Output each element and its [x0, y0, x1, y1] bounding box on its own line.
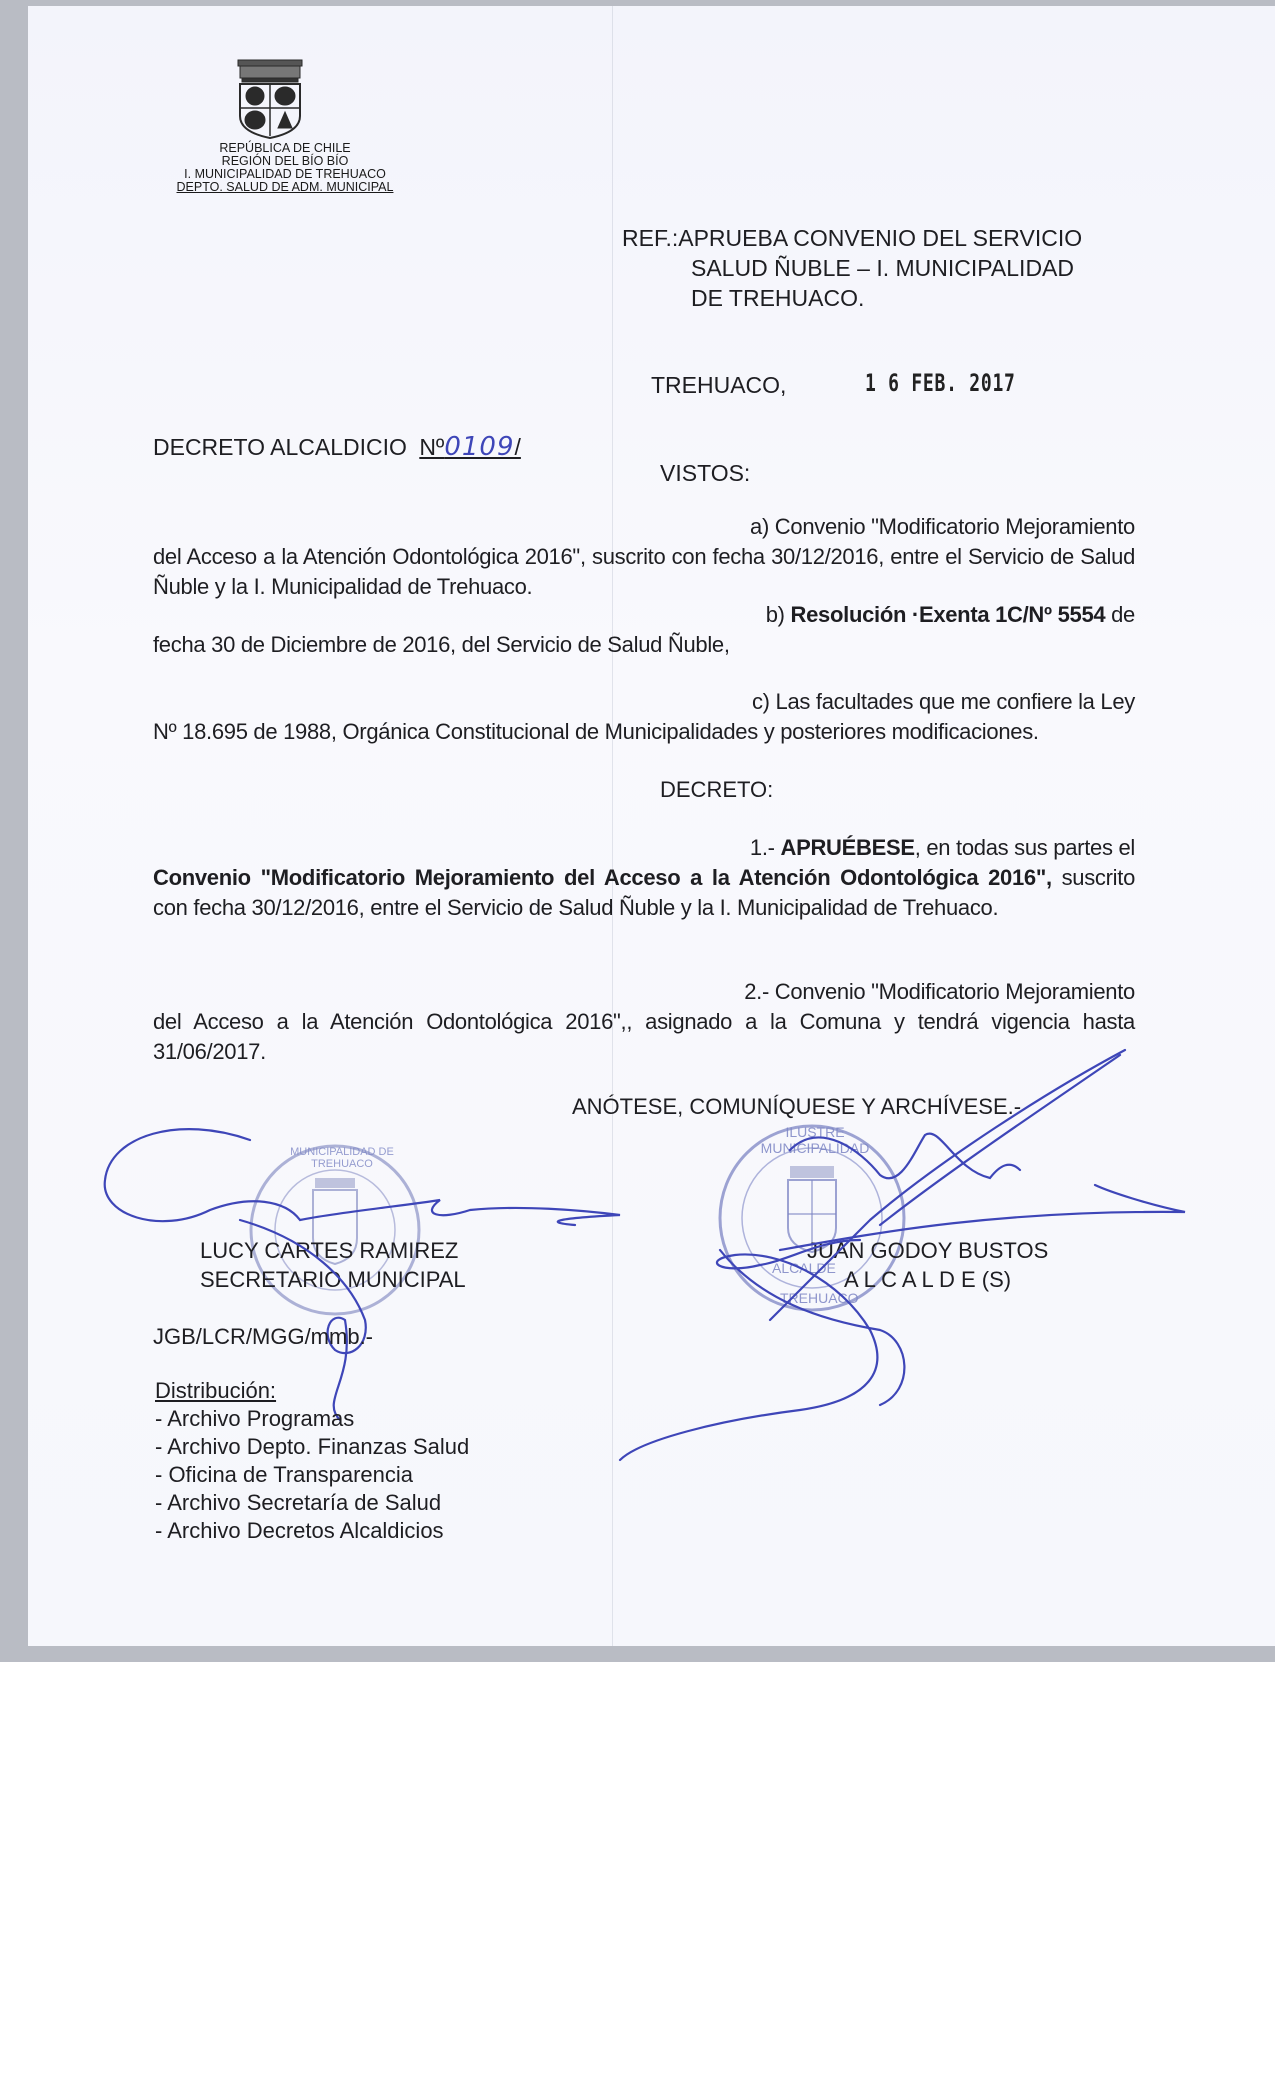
vistos-b-prefix: b)	[765, 602, 791, 627]
header-country: REPÚBLICA DE CHILE	[219, 141, 351, 155]
mayor-signature-loop	[620, 1240, 877, 1460]
mayor-title: A L C A L D E (S)	[844, 1267, 1012, 1292]
reference-line-3: DE TREHUACO.	[691, 285, 865, 311]
mayor-name: JUAN GODOY BUSTOS	[807, 1238, 1049, 1263]
distribution-title: Distribución:	[155, 1378, 277, 1403]
vistos-b-text: fecha 30 de Diciembre de 2016, del Servicio de Salud Ñuble,	[153, 632, 730, 657]
date-stamp: 1 6 FEB. 2017	[865, 369, 1016, 397]
mayor-signature-wave	[790, 1134, 1020, 1179]
decree-label: DECRETO ALCALDICIO	[153, 434, 407, 460]
mayor-signature-stroke-2	[880, 1055, 1120, 1225]
mayor-signature-stroke	[770, 1050, 1125, 1320]
vistos-b-resolution: Resolución ·Exenta 1C/Nº 5554	[790, 602, 1106, 627]
vistos-a-text: del Acceso a la Atención Odontológica 2016", suscrito con fecha 30/12/2016, entre el Servicio de Salud Ñuble y la I. Municipalidad de Trehuaco.	[153, 544, 1135, 599]
vistos-a-lead: a) Convenio "Modificatorio Mejoramiento	[750, 514, 1135, 539]
mayor-stamp-inner: ALCALDE	[772, 1260, 836, 1276]
decreto-title: DECRETO:	[660, 777, 774, 802]
decree-number-suffix: /	[514, 434, 521, 460]
distribution-item: - Archivo Decretos Alcaldicios	[155, 1518, 444, 1543]
header-department: DEPTO. SALUD DE ADM. MUNICIPAL	[176, 180, 394, 194]
reference-line-2: SALUD ÑUBLE – I. MUNICIPALIDAD	[691, 255, 1075, 281]
initials: JGB/LCR/MGG/mmb.-	[153, 1324, 374, 1349]
decreto-1-agreement: Convenio "Modificatorio Mejoramiento del Acceso a la Atención Odontológica 2016",	[153, 865, 1052, 890]
place-label: TREHUACO,	[651, 372, 787, 398]
vistos-b-suffix: de	[1105, 602, 1135, 627]
decreto-2-text: del Acceso a la Atención Odontológica 2016",, asignado a la Comuna y tendrá vigencia hasta 31/06/2017.	[153, 1009, 1135, 1064]
decreto-1-approve: APRUÉBESE	[780, 835, 915, 860]
secretary-name: LUCY CARTES RAMIREZ	[200, 1238, 459, 1263]
distribution-item: - Oficina de Transparencia	[155, 1462, 414, 1487]
decreto-1-text: suscrito con fecha 30/12/2016, entre el Servicio de Salud Ñuble y la I. Municipalidad de Trehuaco.	[153, 865, 1135, 920]
decree-number-handwritten: 0109	[444, 432, 515, 462]
mayor-signature-line	[780, 1185, 1185, 1250]
decreto-1-lead-rest: , en todas sus partes el	[914, 835, 1135, 860]
distribution-block	[155, 1377, 469, 1545]
vistos-c-lead: c) Las facultades que me confiere la Ley	[751, 689, 1135, 714]
decree-number-prefix: Nº	[419, 434, 445, 460]
distribution-item: - Archivo Programas	[155, 1406, 355, 1431]
header-municipality: I. MUNICIPALIDAD DE TREHUACO	[184, 167, 386, 181]
distribution-item: - Archivo Secretaría de Salud	[155, 1490, 442, 1515]
secretary-stamp-text: MUNICIPALIDAD DE TREHUACO	[290, 1146, 394, 1170]
distribution-item: - Archivo Depto. Finanzas Salud	[155, 1434, 470, 1459]
header-region: REGIÓN DEL BÍO BÍO	[221, 154, 349, 168]
reference-line-1: REF.:APRUEBA CONVENIO DEL SERVICIO	[622, 225, 1083, 251]
vistos-c-text: Nº 18.695 de 1988, Orgánica Constitucional de Municipalidades y posteriores modificaciones.	[153, 719, 1039, 744]
decreto-2-lead: 2.- Convenio "Modificatorio Mejoramiento	[744, 979, 1135, 1004]
vistos-title: VISTOS:	[660, 460, 751, 486]
decreto-1-number: 1.-	[749, 835, 781, 860]
mayor-stamp-text: ILUSTRE MUNICIPALIDAD	[760, 1124, 870, 1156]
closing-formula: ANÓTESE, COMUNÍQUESE Y ARCHÍVESE.-	[572, 1094, 1022, 1119]
secretary-signature-stroke	[105, 1129, 620, 1225]
mayor-stamp-bottom: TREHUACO	[780, 1290, 859, 1306]
secretary-title: SECRETARIO MUNICIPAL	[200, 1267, 466, 1292]
